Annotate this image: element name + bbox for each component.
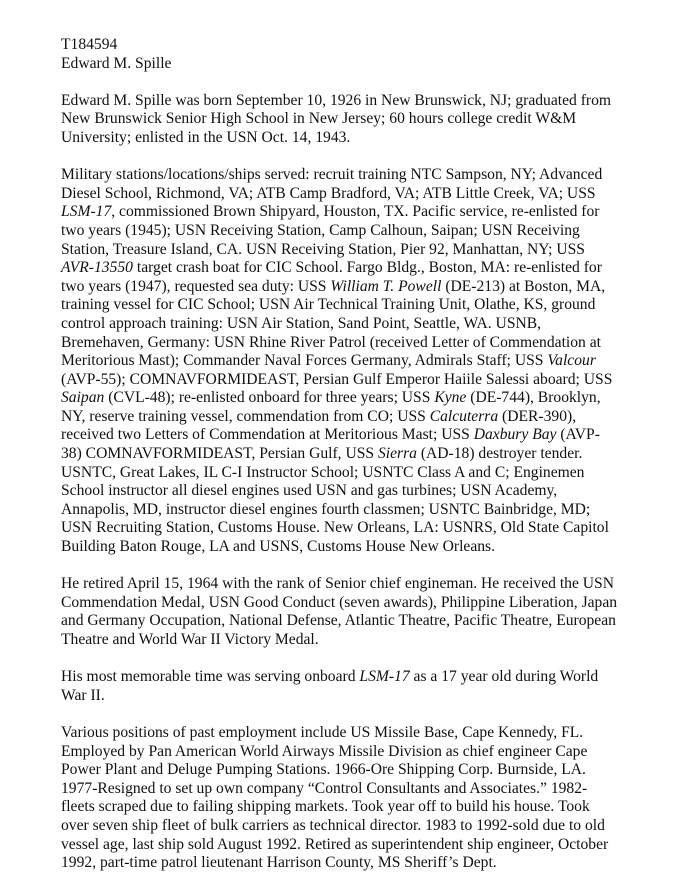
document-id: T184594 [61, 36, 118, 53]
text-line [61, 426, 691, 445]
text-run: control approach training: USN Air Station, Sand Point, Seattle, WA. USNB, [61, 314, 542, 332]
ship-name: Calcuterra [429, 407, 499, 425]
text-line [61, 612, 691, 631]
ship-name: LSM-17 [359, 668, 410, 686]
text-run: Employed by Pan American World Airways Missile Division as chief engineer Cape [61, 742, 588, 760]
text-run: training vessel for CIC School; USN Air Technical Training Unit, Olathe, KS, ground [61, 296, 596, 314]
text-line [61, 854, 691, 873]
text-line [61, 519, 691, 538]
text-line [61, 92, 691, 111]
text-line [61, 445, 691, 464]
ship-name: Daxbury Bay [473, 426, 557, 444]
text-line [61, 110, 691, 129]
text-run: He retired April 15, 1964 with the rank of Senior chief engineman. He received the USN [61, 575, 614, 593]
spacer [61, 148, 691, 167]
text-run: NY, reserve training vessel, commendation from CO; USS [61, 407, 430, 425]
text-line [61, 780, 691, 799]
spacer [61, 650, 691, 669]
paragraph [61, 724, 691, 873]
spacer [61, 73, 691, 92]
text-line [61, 296, 691, 315]
text-run: , commissioned Brown Shipyard, Houston, TX. Pacific service, re-enlisted for [111, 203, 600, 221]
text-line [61, 482, 691, 501]
text-line [61, 241, 691, 260]
text-line [61, 798, 691, 817]
text-run: and Germany Occupation, National Defense, Atlantic Theatre, Pacific Theatre, European [61, 612, 616, 630]
text-run: as a 17 year old during World [409, 668, 599, 686]
text-line [61, 594, 691, 613]
text-line [61, 575, 691, 594]
text-line [61, 724, 691, 743]
text-line [61, 743, 691, 762]
text-line [61, 222, 691, 241]
text-line [61, 129, 691, 148]
text-line [61, 166, 691, 185]
text-run: USN Recruiting Station, Customs House. New Orleans, LA: USNRS, Old State Capitol [61, 519, 609, 537]
text-line [61, 408, 691, 427]
text-run: (AD-18) destroyer tender. [416, 445, 583, 463]
text-run: Power Plant and Deluge Pumping Stations. 1966-Ore Shipping Corp. Burnside, LA. [61, 761, 586, 779]
text-line [61, 315, 691, 334]
text-run: Building Baton Rouge, LA and USNS, Customs House New Orleans. [61, 538, 496, 556]
text-run: two years (1945); USN Receiving Station, Camp Calhoun, Saipan; USN Receiving [61, 221, 580, 239]
text-run: War II. [61, 686, 105, 704]
text-run: fleets scraped due to failing shipping markets. Took year off to build his house. Took [61, 798, 590, 816]
text-run: (CVL-48); re-enlisted onboard for three years; USS [104, 389, 435, 407]
paragraph [61, 668, 691, 705]
ship-name: Sierra [377, 445, 417, 463]
paragraph [61, 92, 691, 148]
text-run: Bremehaven, Germany: USN Rhine River Patrol (received Letter of Commendation at [61, 333, 601, 351]
text-line [61, 185, 691, 204]
text-run: Theatre and World War II Victory Medal. [61, 631, 319, 648]
text-line [61, 334, 691, 353]
ship-name: Valcour [547, 352, 596, 370]
text-run: 1992, part-time patrol lieutenant Harrison County, MS Sheriff’s Dept. [61, 854, 497, 872]
ship-name: William T. Powell [330, 277, 442, 295]
text-line [61, 464, 691, 483]
text-line [61, 631, 691, 650]
ship-name: Kyne [434, 389, 467, 407]
text-line [61, 538, 691, 557]
text-line [61, 501, 691, 520]
text-run: University; enlisted in the USN Oct. 14, 1943. [61, 128, 351, 146]
text-run: Annapolis, MD, instructor diesel engines fourth classmen; USNTC Bainbridge, MD; [61, 500, 591, 518]
text-run: Meritorious Mast); Commander Naval Forces Germany, Admirals Staff; USS [61, 352, 548, 370]
spacer [61, 557, 691, 576]
text-run: two years (1947), requested sea duty: USS [61, 277, 331, 295]
text-run: Edward M. Spille was born September 10, 1926 in New Brunswick, NJ; graduated from [61, 91, 612, 109]
text-run: (DE-213) at Boston, MA, [441, 277, 606, 295]
text-run: USNTC, Great Lakes, IL C-I Instructor School; USNTC Class A and C; Enginemen [61, 463, 585, 481]
text-run: Military stations/locations/ships served: recruit training NTC Sampson, NY; Advanced [61, 166, 603, 184]
ship-name: Saipan [61, 389, 105, 407]
text-run: Various positions of past employment include US Missile Base, Cape Kennedy, FL. [61, 723, 584, 741]
text-run: over seven ship fleet of bulk carriers as technical director. 1983 to 1992-sold due to old [61, 816, 605, 834]
document-page [61, 36, 691, 873]
text-line [61, 836, 691, 855]
paragraph [61, 575, 691, 649]
text-line [61, 278, 691, 297]
text-line [61, 817, 691, 836]
text-line [61, 371, 691, 390]
ship-name: AVR-13550 [61, 259, 133, 277]
text-run: Diesel School, Richmond, VA; ATB Camp Bradford, VA; ATB Little Creek, VA; USS [61, 184, 596, 202]
text-run: (DE-744), Brooklyn, [466, 389, 601, 407]
text-run: (DER-390), [498, 407, 577, 425]
text-run: New Brunswick Senior High School in New Jersey; 60 hours college credit W&M [61, 110, 577, 128]
document-subject-name: Edward M. Spille [61, 54, 172, 72]
text-run: received two Letters of Commendation at Meritorious Mast; USS [61, 426, 474, 444]
text-line [61, 259, 691, 278]
text-line [61, 687, 691, 706]
text-line [61, 203, 691, 222]
text-run: (AVP-55); COMNAVFORMIDEAST, Persian Gulf Emperor Haiile Salessi aboard; USS [61, 370, 613, 388]
text-run: School instructor all diesel engines used USN and gas turbines; USN Academy, [61, 482, 558, 500]
text-run: Station, Treasure Island, CA. USN Receiving Station, Pier 92, Manhattan, NY; USS [61, 240, 585, 258]
text-run: (AVP- [556, 426, 600, 444]
text-line [61, 389, 691, 408]
text-run: Commendation Medal, USN Good Conduct (seven awards), Philippine Liberation, Japan [61, 593, 618, 611]
text-line [61, 761, 691, 780]
spacer [61, 705, 691, 724]
text-line [61, 352, 691, 371]
text-run: 38) COMNAVFORMIDEAST, Persian Gulf, USS [61, 445, 378, 463]
paragraph [61, 166, 691, 556]
text-run: 1977-Resigned to set up own company “Control Consultants and Associates.” 1982- [61, 779, 588, 797]
text-run: target crash boat for CIC School. Fargo Bldg., Boston, MA: re-enlisted for [132, 259, 602, 277]
text-line [61, 668, 691, 687]
document-body [61, 92, 691, 873]
text-run: vessel age, last ship sold August 1992. Retired as superintendent ship engineer, October [61, 835, 609, 853]
ship-name: LSM-17 [61, 203, 112, 221]
text-run: His most memorable time was serving onboard [61, 668, 360, 686]
